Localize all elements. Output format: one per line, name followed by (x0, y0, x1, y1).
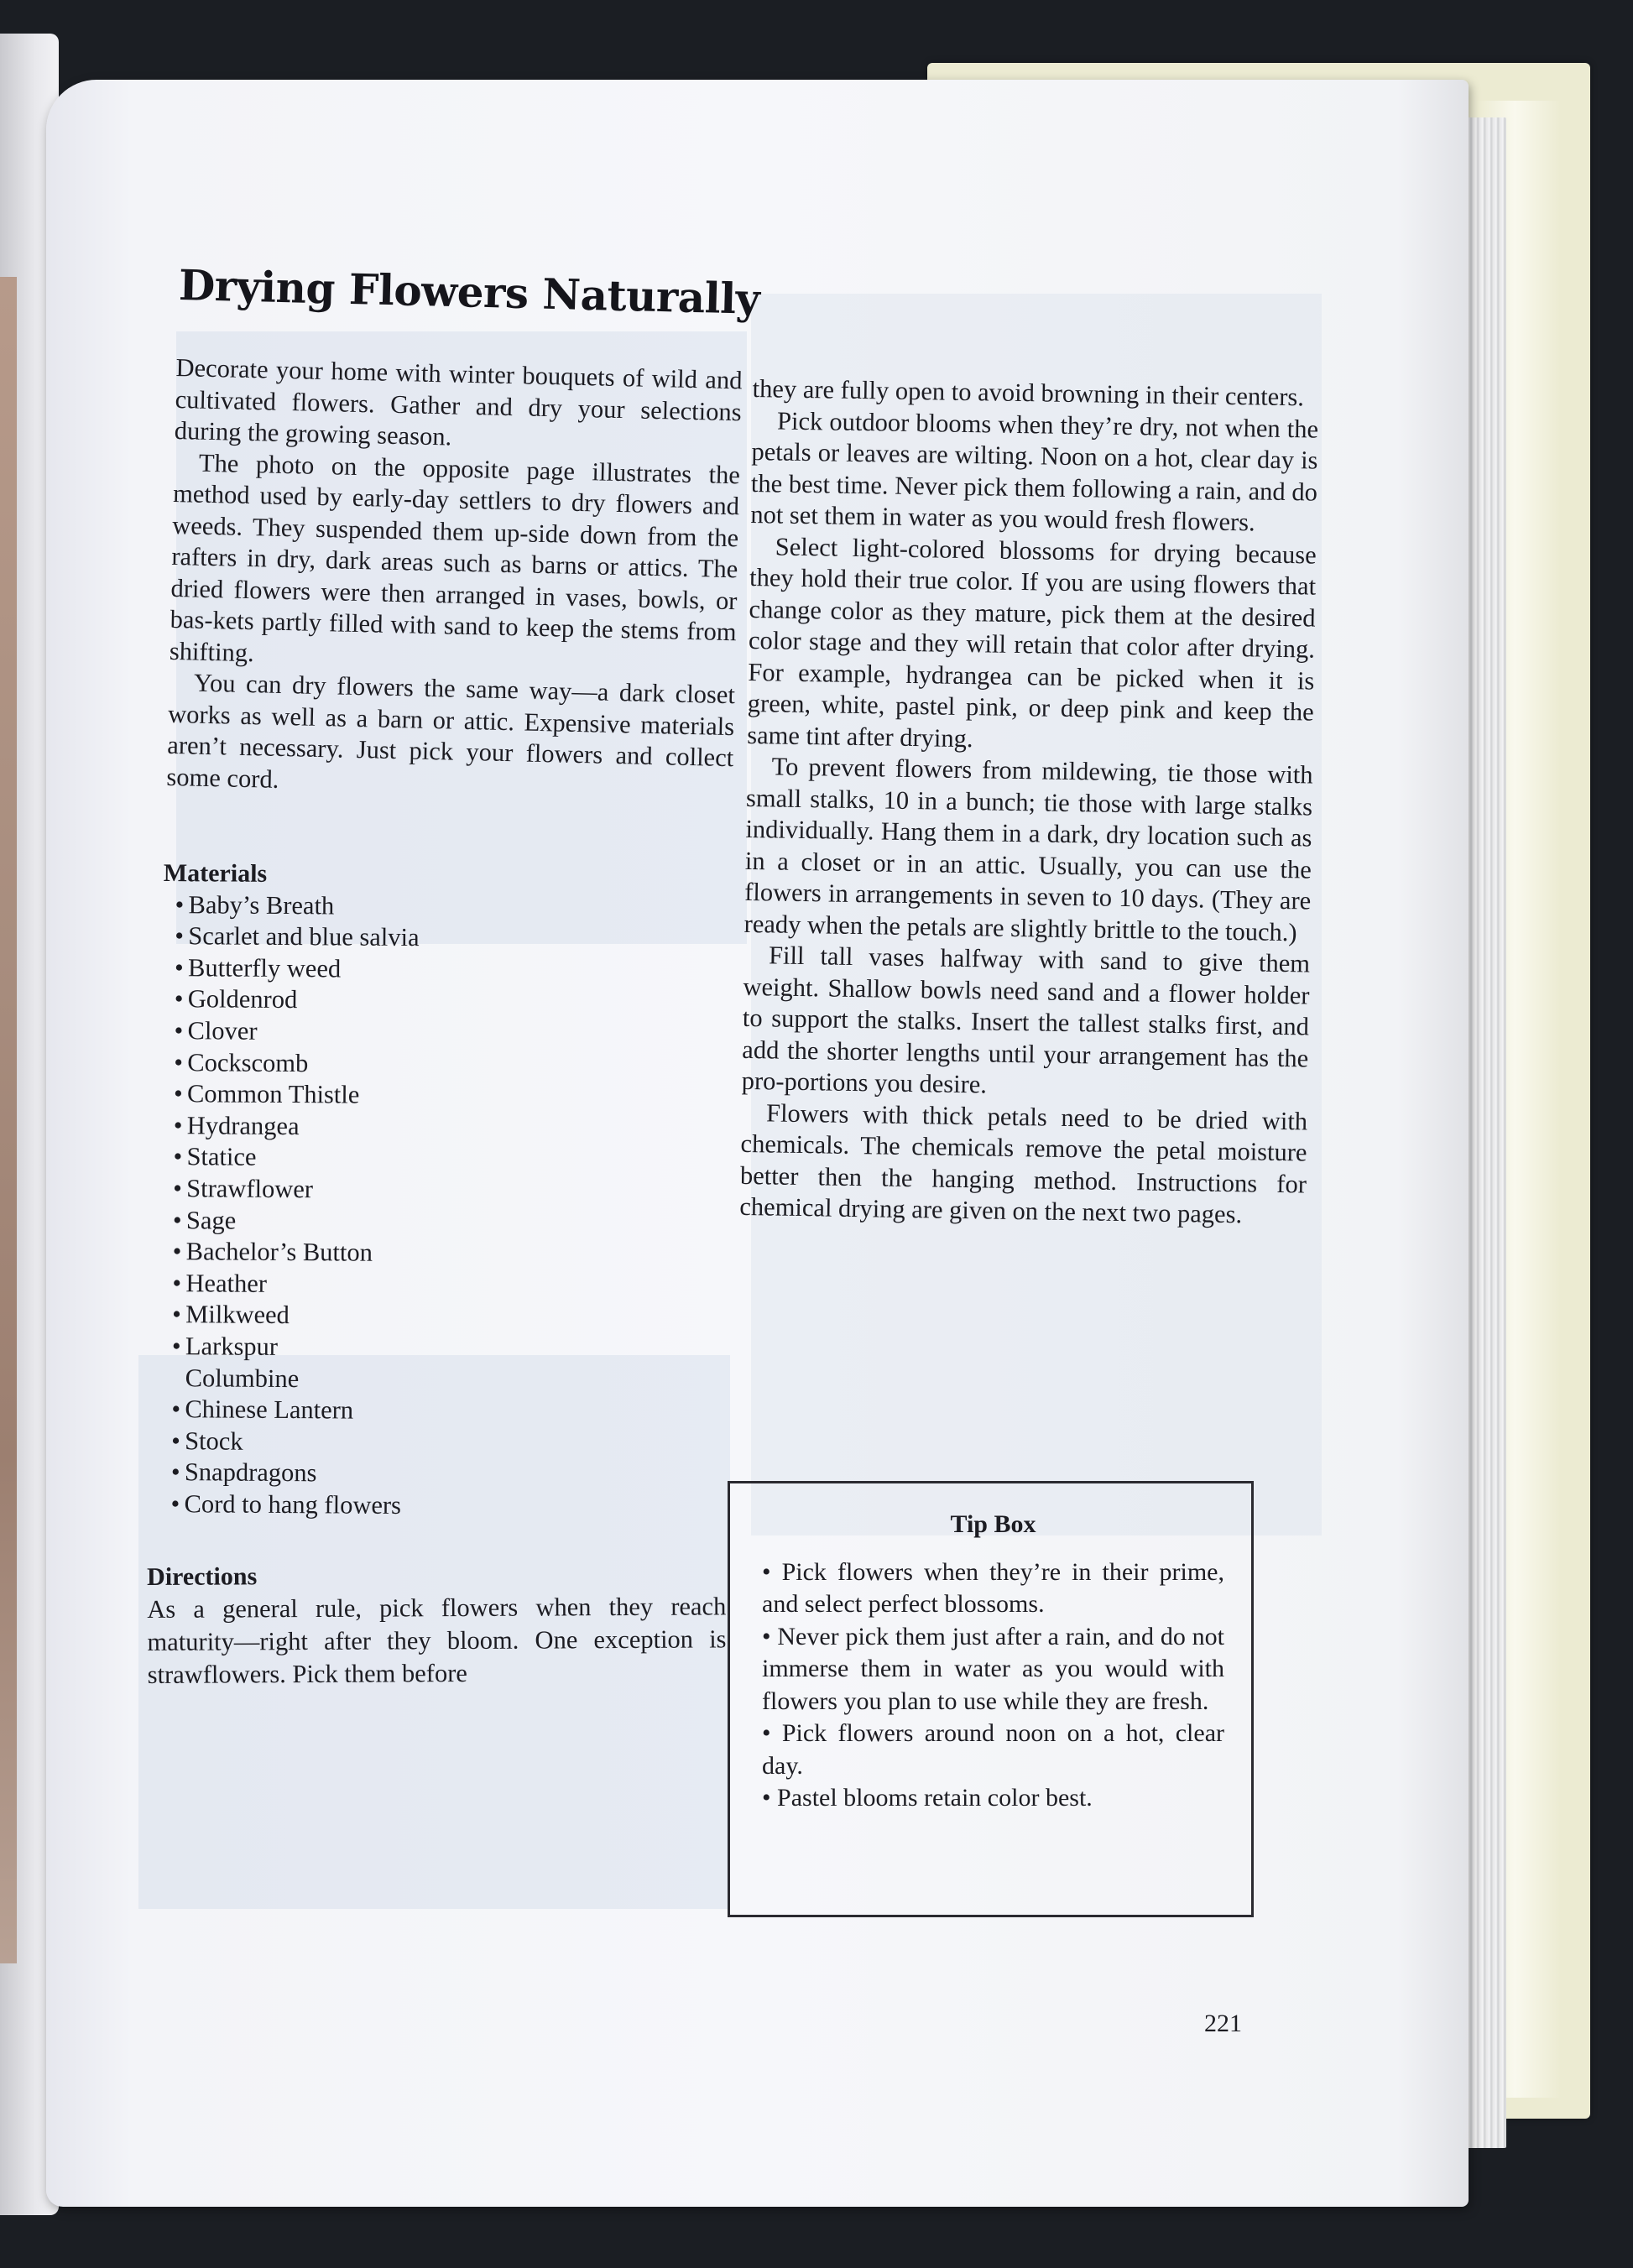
intro-paragraph: Decorate your home with winter bouquets of wild and cultivated flowers. Gather and dry your selections during the growing season. (174, 352, 743, 451)
directions-section (147, 1557, 727, 1692)
intro-paragraph: The photo on the opposite page illustrates the method used by early-day settlers to dry flowers and weeds. They suspended them up-side down from the rafters in dry, dark areas such as barns or attics. The dried flowers were then arranged in vases, bowls, or bas-kets partly filled with sand to keep the stems from shifting. (169, 448, 741, 667)
list-item: • Snapdragons (170, 1457, 317, 1488)
tip-list (762, 1556, 1224, 1815)
page-number: 221 (1204, 2010, 1242, 2037)
body-paragraph: Select light-colored blossoms for drying because they hold their true color. If you are using flowers that change color as they mature, pick them at the desired color stage and they will retain that color after drying. For example, hydrangea can be picked when it is green, white, pastel pink, or deep pink and keep the same tint after drying. (746, 531, 1317, 753)
list-item: • Sage (172, 1205, 237, 1235)
list-item: • Milkweed (172, 1300, 290, 1330)
right-column (739, 373, 1319, 1232)
facing-page-photo (0, 277, 17, 1963)
list-item: • Larkspur (171, 1331, 279, 1361)
list-item: • Chinese Lantern (171, 1395, 354, 1425)
list-item: • Cockscomb (174, 1047, 309, 1077)
materials-section (159, 858, 666, 1524)
list-item: • Strawflower (173, 1174, 314, 1204)
list-item: • Never pick them just after a rain, and do not immerse them in water as you would with flowers you plan to use while they are fresh. (762, 1622, 1225, 1715)
directions-text: As a general rule, pick flowers when they reach maturity—right after they bloom. One exception is strawflowers. Pick them before (147, 1592, 727, 1689)
materials-heading: Materials (163, 858, 268, 888)
list-item: • Stock (171, 1426, 243, 1456)
tip-box-heading: Tip Box (950, 1510, 1036, 1538)
list-item: • Pick flowers around noon on a hot, clear day. (762, 1719, 1224, 1780)
list-item: • Clover (174, 1016, 258, 1045)
body-paragraph: To prevent flowers from mildewing, tie those with small stalks, 10 in a bunch; tie those with large stalks individually. Hang them in a dark, dry location such as in a closet or in an attic. Usually, you can use the flowers in arrangements in seven to 10 days. (They are ready when the petals are slightly brittle to the touch.) (743, 752, 1313, 946)
list-item: • Hydrangea (173, 1110, 300, 1140)
intro-paragraph: You can dry flowers the same way—a dark closet works as well as a barn or attic. Expensive materials aren’t necessary. Just pick your flowers and collect some cord. (166, 668, 736, 794)
page-title: Drying Flowers Naturally (178, 260, 760, 324)
list-item: • Pick flowers when they’re in their prime, and select perfect blossoms. (762, 1557, 1225, 1618)
tip-box (728, 1481, 1254, 1917)
list-item: • Scarlet and blue salvia (175, 921, 420, 952)
list-item: Columbine (185, 1363, 300, 1393)
list-item: • Common Thistle (173, 1079, 360, 1109)
list-item: • Baby’s Breath (175, 889, 335, 920)
list-item: • Cord to hang flowers (170, 1489, 402, 1520)
body-paragraph: Pick outdoor blooms when they’re dry, not when the petals or leaves are wilting. Noon on a hot, clear day is the best time. Never pick them following a rain, and do not set them in water as you would fresh flowers. (750, 405, 1319, 537)
list-item: • Bachelor’s Button (172, 1237, 373, 1267)
list-item: • Heather (172, 1268, 268, 1298)
body-paragraph: Fill tall vases halfway with sand to give them weight. Shallow bowls need sand and a flower holder to support the stalks. Insert the tallest stalks first, and add the shorter lengths until your arrangement has the pro-portions you desire. (741, 941, 1311, 1099)
list-item: • Butterfly weed (174, 952, 342, 983)
intro-column (166, 352, 743, 806)
body-paragraph: Flowers with thick petals need to be dried with chemicals. The chemicals remove the petal moisture better then the hanging method. Instructions for chemical drying are given on the next two pages. (739, 1098, 1308, 1229)
book-page (46, 80, 1469, 2207)
materials-list (159, 889, 666, 1524)
body-paragraph: they are fully open to avoid browning in their centers. (752, 373, 1305, 412)
list-item: • Goldenrod (174, 984, 298, 1014)
directions-heading: Directions (147, 1562, 258, 1591)
list-item: • Pastel blooms retain color best. (762, 1784, 1093, 1812)
list-item: • Statice (173, 1142, 257, 1172)
